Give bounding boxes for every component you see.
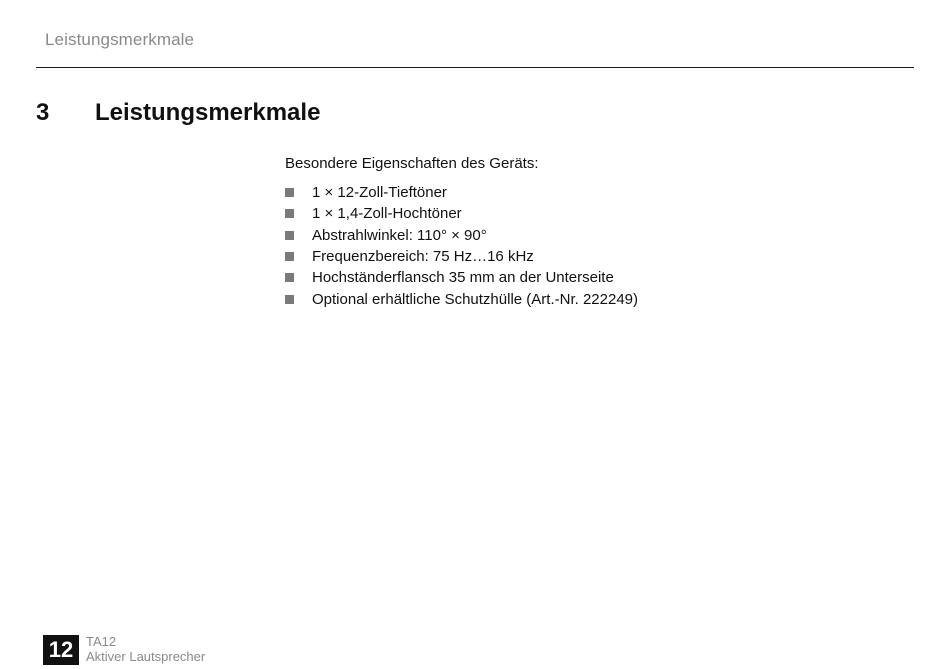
chapter-title: Leistungsmerkmale [95,99,321,126]
square-bullet-icon [285,295,294,304]
feature-text: Optional erhältliche Schutzhülle (Art.-Nr. 222249) [312,290,639,308]
feature-text: 1 × 12-Zoll-Tieftöner [312,184,447,202]
chapter-number: 3 [36,99,50,126]
feature-text: Frequenzbereich: 75 Hz…16 kHz [312,248,534,266]
feature-list [285,182,638,310]
square-bullet-icon [285,188,294,197]
list-item [285,225,638,246]
footer-product: Aktiver Lautsprecher [86,648,206,664]
list-item [285,246,638,267]
footer-model: TA12 [86,634,117,649]
square-bullet-icon [285,231,294,240]
list-item [285,203,638,224]
feature-text: Hochständerflansch 35 mm an der Unterseite [312,269,614,287]
running-header: Leistungsmerkmale [45,30,195,49]
list-item [285,182,638,203]
feature-text: Abstrahlwinkel: 110° × 90° [312,226,487,244]
list-item [285,288,638,309]
square-bullet-icon [285,273,294,282]
page-number: 12 [43,635,79,665]
features-intro: Besondere Eigenschaften des Geräts: [285,155,539,172]
square-bullet-icon [285,209,294,218]
feature-text: 1 × 1,4-Zoll-Hochtöner [312,205,462,223]
square-bullet-icon [285,252,294,261]
list-item [285,267,638,288]
footer-product-info [86,635,205,664]
header-divider [36,67,914,68]
